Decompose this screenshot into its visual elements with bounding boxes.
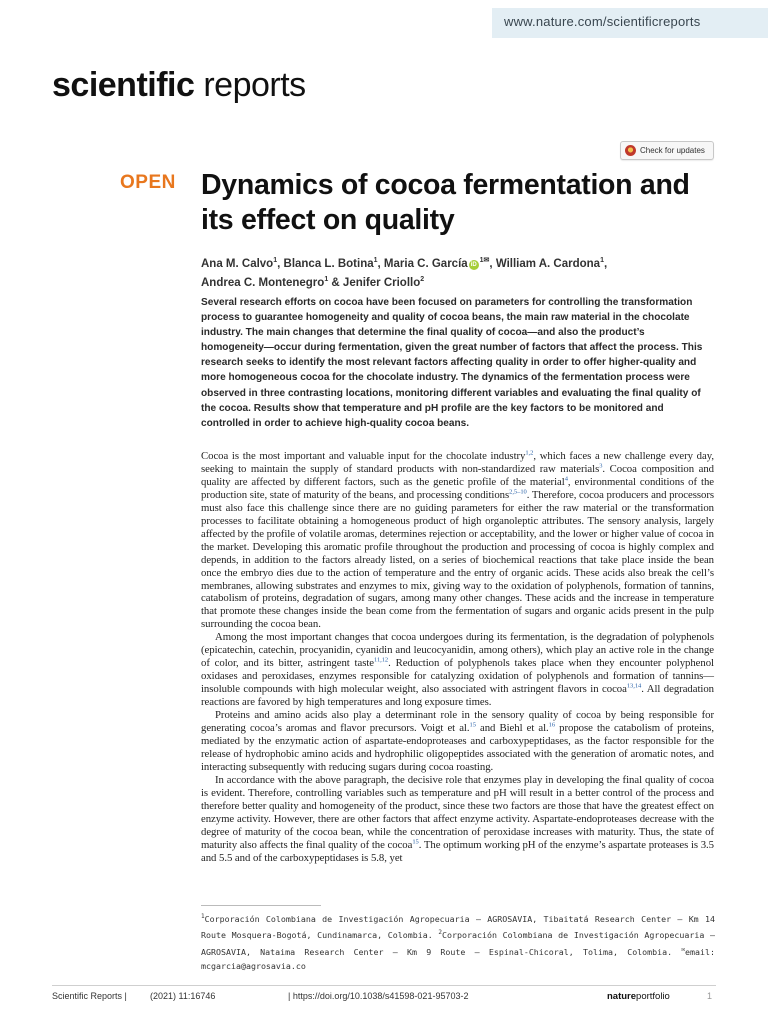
citation-link[interactable]: 16 xyxy=(548,721,556,729)
body-text: Among the most important changes that cocoa undergoes during its fermentation, is the degradation of polyphenols (epicatechin, catechin, procyanidin, cyanidin and leucocyanidin, among others), which play an active role in the change of color, and its bitter, astringent taste xyxy=(201,631,714,670)
orcid-icon[interactable]: iD xyxy=(470,261,477,268)
body-text: . Cocoa composition and quality are affected by different factors, such as the genetic profile of the material xyxy=(201,462,714,488)
author-affiliation-marker: 1✉ xyxy=(479,257,490,264)
author-affiliation-marker: 1 xyxy=(373,257,378,264)
author-name[interactable]: William A. Cardona xyxy=(495,257,601,270)
check-for-updates-button[interactable] xyxy=(620,141,714,160)
body-text: Proteins and amino acids also play a determinant role in the sensory quality of cocoa by being responsible for generating cocoa’s aromas and flavor precursors. Voigt et al. xyxy=(201,709,714,735)
author-separator: & xyxy=(328,276,343,289)
abstract: Several research efforts on cocoa have been focused on parameters for controlling the transformation process to guarantee homogeneity and quality of cocoa beans, the main raw material in the chocolate industry. The main changes that determine the final quality of cocoa—and also the product’s homogeneity—occur during fermentation, given the great number of factors that affect the process. This research seeks to identify the most relevant factors affecting quality in order to offer higher-quality and more homogeneous cocoa for the chocolate industry. The dynamics of the fermentation process were observed in three contrasting locations, monitoring different variables and evaluating the final quality of the cocoa. Results show that temperature and pH profile are the key factors to be monitored and controlled in order to achieve high-quality cocoa beans. xyxy=(201,297,703,429)
journal-logo-bold: scientific xyxy=(52,66,195,104)
body-paragraph xyxy=(201,774,714,865)
article-body xyxy=(201,450,714,865)
author-name[interactable]: Ana M. Calvo xyxy=(201,257,274,270)
nature-portfolio-logo xyxy=(607,991,670,1002)
body-text: . All degradation reactions are favored by high temperatures and long exposure times. xyxy=(201,683,714,709)
affiliation-marker: 1 xyxy=(201,913,205,920)
body-paragraph xyxy=(201,631,714,709)
affiliation-text: email: mcgarcia@agrosavia.co xyxy=(201,946,715,972)
page-footer xyxy=(52,991,716,1005)
affiliation-marker: 2 xyxy=(438,929,442,937)
body-text: Cocoa is the most important and valuable input for the chocolate industry xyxy=(201,450,526,462)
citation-link[interactable]: 15 xyxy=(412,838,419,846)
author-separator: , xyxy=(603,257,608,270)
page-number: 1 xyxy=(707,991,713,1001)
affiliations xyxy=(201,910,715,974)
body-text: propose the catabolism of proteins, mediated by the enzymatic action of aspartate-endoproteases and carboxypeptidases, as the factor responsible for the release of hydrophobic amino acids and hydrophilic oligopeptides associated with the generation of aromatic notes, and interacting subsequently with reducing sugars during cocoa roasting. xyxy=(201,722,715,773)
body-text: , which faces a new challenge every day, seeking to maintain the supply of standard products with non-standardized raw materials xyxy=(201,450,714,475)
body-text: . The optimum working pH of the enzyme’s aspartate proteases is 3.5 and 5.5 and of the carboxypeptidases is 5.8, yet xyxy=(201,838,714,864)
author-affiliation-marker: 1 xyxy=(324,275,329,283)
affiliation-marker: ✉ xyxy=(681,945,686,953)
journal-logo-rest: reports xyxy=(194,66,306,104)
affiliation-text: Corporación Colombiana de Investigación Agropecuaria – AGROSAVIA, Tibaitatá Research Center – Km 14 Route Mosquera-Bogotá, Cundinamarca, Colombia. xyxy=(201,913,715,941)
open-access-label: OPEN xyxy=(120,172,176,193)
author-separator: , xyxy=(489,257,496,270)
author-list xyxy=(201,253,701,291)
journal-logo[interactable] xyxy=(52,66,306,105)
crossmark-icon xyxy=(625,145,636,156)
author-separator: , xyxy=(277,257,284,270)
article-title: Dynamics of cocoa fermentation and its effect on quality xyxy=(201,169,690,236)
body-paragraph xyxy=(201,709,714,774)
citation-link[interactable]: 2,5–10 xyxy=(509,488,527,496)
author-name[interactable]: Andrea C. Montenegro xyxy=(201,276,325,289)
journal-url[interactable]: www.nature.com/scientificreports xyxy=(504,14,701,29)
nature-portfolio-bold: nature xyxy=(607,991,637,1002)
citation-link[interactable]: 15 xyxy=(469,721,476,729)
citation-link[interactable]: 3 xyxy=(599,462,603,470)
affiliation-divider xyxy=(201,905,321,906)
footer-divider xyxy=(52,985,716,986)
author-separator: , xyxy=(377,257,384,270)
body-text: In accordance with the above paragraph, the decisive role that enzymes play in developing the final quality of cocoa is evident. Therefore, controlling variables such as temperature and pH will result in a better control of the process and therefore better quality and homogeneity of the product, since these two factors are those that have the greatest effect on enzyme activity. However, there are other factors that affect enzyme activity. Aspartate-endoproteases decrease with the degree of maturity of the cocoa bean, while the concentration of peroxidase increases with maturity. Thus, the state of maturity also affects the final quality of the cocoa xyxy=(201,773,714,851)
footer-year-volume: (2021) 11:16746 xyxy=(150,991,216,1001)
footer-doi-link[interactable]: | https://doi.org/10.1038/s41598-021-95703-2 xyxy=(288,991,469,1001)
author-name[interactable]: Maria C. García xyxy=(383,257,468,270)
author-name[interactable]: Jenifer Criollo xyxy=(342,276,421,289)
citation-link[interactable]: 13,14 xyxy=(626,682,642,690)
body-text: , environmental conditions of the production site, state of maturity of the beans, and processing conditions xyxy=(201,475,714,501)
body-text: and Biehl et al. xyxy=(475,722,549,735)
body-text: . Therefore, cocoa producers and processors must also face this challenge since there are no guiding parameters for either the raw material or the transformation processes to facilitate obtaining a homogeneous product of high organoleptic attributes. The sensory analysis, largely affected by the profile of volatile aromas, determines rejection or acceptability, and the lower or higher value of cocoa in the market. Developing this aromatic profile throughout the production and processing of cocoa is highly complex and depends, in addition to the factors already listed, on a series of biochemical reactions that take place inside the bean once the embryo dies due to the action of temperature and the entry of organic acids. These acids also break the cell’s membranes, allowing substrates and enzymes to mix, giving way to the oxidation of polyphenols, formation of tannins, catabolism of proteins, degradation of sugars, among many other changes. These acids and the increase in temperature that promote these changes inside the bean come from the fermentation of sugars and organic acids present in the pulp surrounding the cocoa bean. xyxy=(201,488,714,631)
author-affiliation-marker: 1 xyxy=(273,257,278,264)
body-text: . Reduction of polyphenols takes place when they encounter polyphenol oxidases and peroxidases, enzymes responsible for catalyzing oxidation of polyphenols and formation of tannins—insoluble compounds with high molecular weight, also associated with astringent flavors in cocoa xyxy=(201,657,714,696)
author-affiliation-marker: 1 xyxy=(600,257,604,264)
author-name[interactable]: Blanca L. Botina xyxy=(283,257,374,270)
check-for-updates-label: Check for updates xyxy=(640,146,705,155)
journal-url-bar[interactable] xyxy=(492,8,768,38)
author-affiliation-marker: 2 xyxy=(420,275,425,283)
citation-link[interactable]: 4 xyxy=(564,475,568,483)
nature-portfolio-rest: portfolio xyxy=(636,991,670,1002)
footer-journal: Scientific Reports | xyxy=(52,991,127,1001)
body-paragraph xyxy=(201,450,714,631)
citation-link[interactable]: 1,2 xyxy=(525,449,534,457)
affiliation-text: Corporación Colombiana de Investigación Agropecuaria – AGROSAVIA, Nataima Research Center – Km 9 Route – Espinal-Chicoral, Tolima, Colombia. xyxy=(201,930,715,957)
citation-link[interactable]: 11,12 xyxy=(374,656,389,664)
